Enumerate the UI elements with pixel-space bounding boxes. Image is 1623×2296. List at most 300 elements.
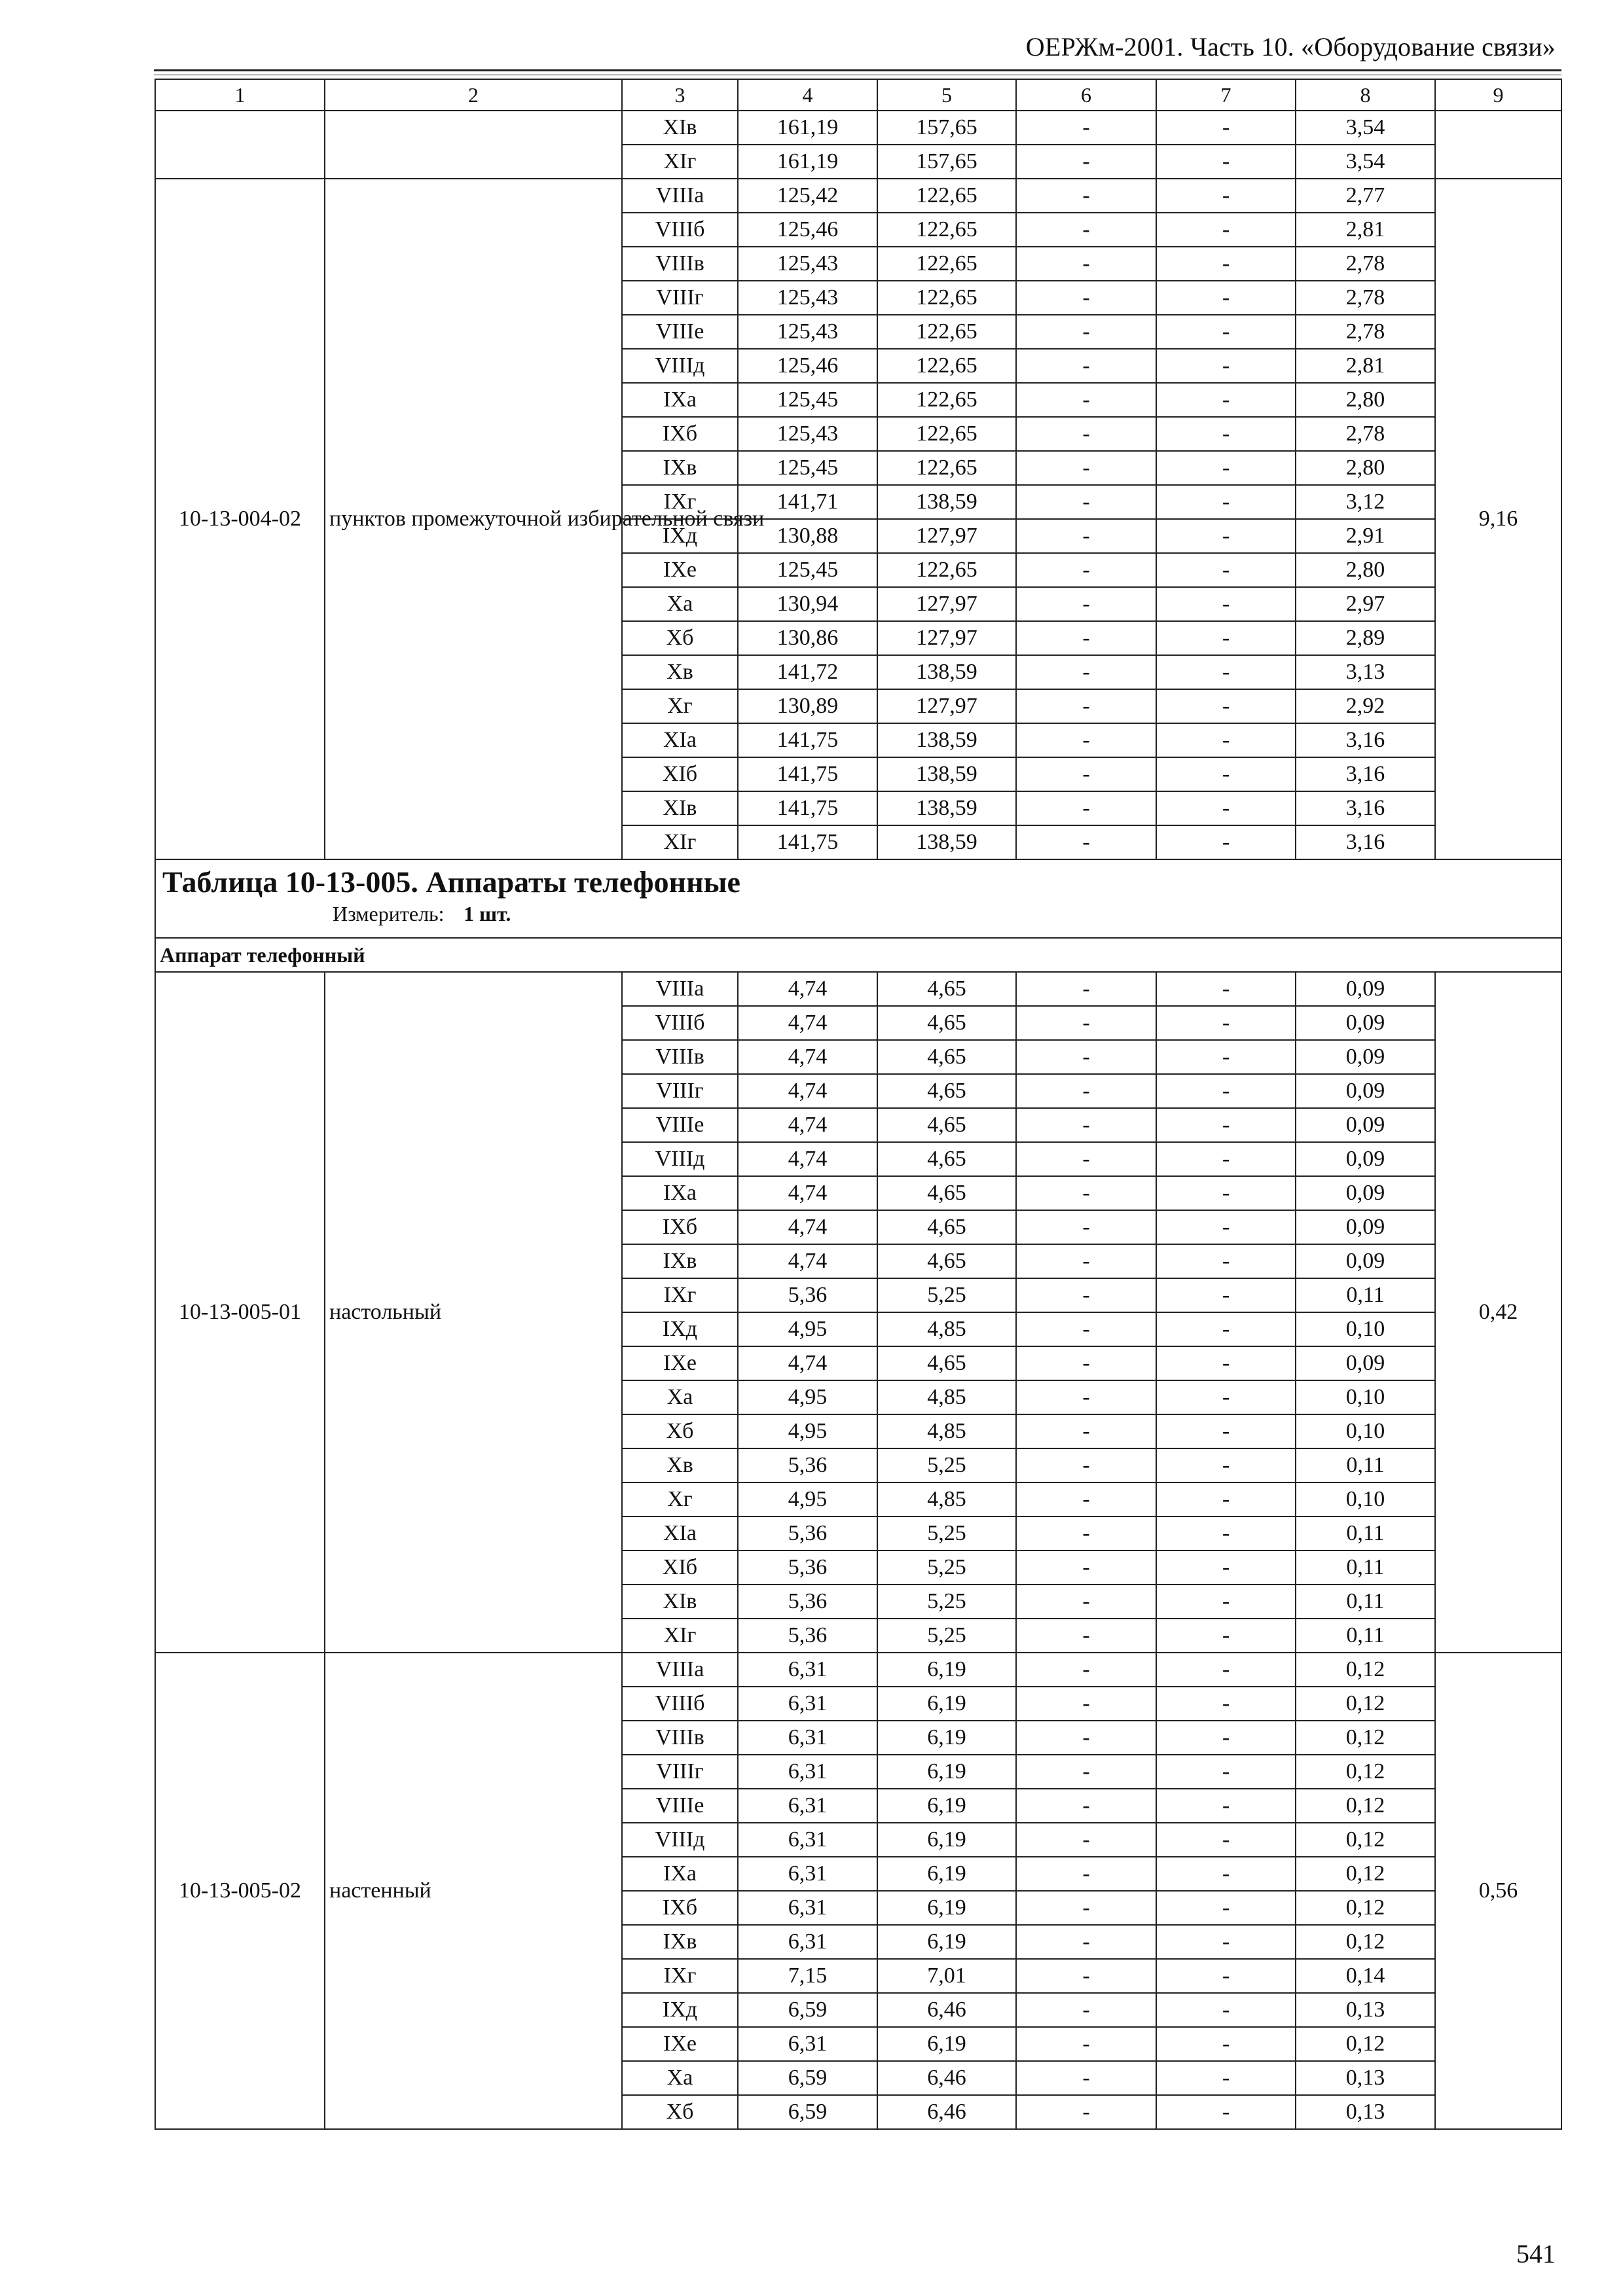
value-cell: 3,12 bbox=[1296, 485, 1435, 519]
value-cell: 3,16 bbox=[1296, 791, 1435, 825]
value-cell: 4,65 bbox=[877, 1176, 1016, 1210]
value-cell: 4,74 bbox=[738, 1074, 877, 1108]
value-cell: 2,80 bbox=[1296, 451, 1435, 485]
value-cell: - bbox=[1156, 1074, 1296, 1108]
value-cell: 125,45 bbox=[738, 383, 877, 417]
value-cell: - bbox=[1016, 1993, 1156, 2027]
value-cell: - bbox=[1016, 1006, 1156, 1040]
value-cell: IXг bbox=[622, 1959, 738, 1993]
value-cell: - bbox=[1156, 247, 1296, 281]
value-cell: - bbox=[1156, 825, 1296, 859]
value-cell: 141,71 bbox=[738, 485, 877, 519]
rates-table bbox=[155, 79, 1562, 2130]
value-cell: - bbox=[1016, 791, 1156, 825]
value-cell: 0,13 bbox=[1296, 2095, 1435, 2129]
value-cell: 0,12 bbox=[1296, 1687, 1435, 1721]
value-cell: - bbox=[1156, 1653, 1296, 1687]
value-cell: 4,65 bbox=[877, 1346, 1016, 1380]
value-cell: 6,46 bbox=[877, 1993, 1016, 2027]
value-cell: - bbox=[1156, 2061, 1296, 2095]
value-cell: 130,88 bbox=[738, 519, 877, 553]
value-cell: 4,95 bbox=[738, 1312, 877, 1346]
value-cell: - bbox=[1156, 1857, 1296, 1891]
value-cell: VIIIг bbox=[622, 1755, 738, 1789]
value-cell: 2,81 bbox=[1296, 349, 1435, 383]
value-cell: 122,65 bbox=[877, 213, 1016, 247]
value-cell: 6,19 bbox=[877, 1755, 1016, 1789]
value-cell: - bbox=[1016, 1040, 1156, 1074]
value-cell: IXб bbox=[622, 417, 738, 451]
value-cell: - bbox=[1156, 587, 1296, 621]
value-cell: 138,59 bbox=[877, 757, 1016, 791]
value-cell: IXе bbox=[622, 2027, 738, 2061]
page-header-title: ОЕРЖм-2001. Часть 10. «Оборудование связи» bbox=[1025, 32, 1556, 62]
value-cell: 127,97 bbox=[877, 519, 1016, 553]
value-cell: 122,65 bbox=[877, 553, 1016, 587]
value-cell: 0,11 bbox=[1296, 1278, 1435, 1312]
value-cell: 4,95 bbox=[738, 1380, 877, 1414]
value-cell: 3,16 bbox=[1296, 825, 1435, 859]
value-cell: 2,80 bbox=[1296, 553, 1435, 587]
value-cell: - bbox=[1016, 1857, 1156, 1891]
value-cell: - bbox=[1016, 1687, 1156, 1721]
value-cell: - bbox=[1016, 247, 1156, 281]
value-cell: 5,25 bbox=[877, 1448, 1016, 1482]
value-cell: - bbox=[1156, 349, 1296, 383]
value-cell: 2,89 bbox=[1296, 621, 1435, 655]
value-cell: 122,65 bbox=[877, 383, 1016, 417]
value-cell: - bbox=[1156, 2027, 1296, 2061]
value-cell: 0,12 bbox=[1296, 1653, 1435, 1687]
value-cell: - bbox=[1016, 1074, 1156, 1108]
value-cell: Xа bbox=[622, 1380, 738, 1414]
value-cell: - bbox=[1156, 281, 1296, 315]
value-cell: - bbox=[1016, 1959, 1156, 1993]
column-number: 9 bbox=[1435, 79, 1561, 111]
value-cell: 6,19 bbox=[877, 1653, 1016, 1687]
value-cell: - bbox=[1156, 1006, 1296, 1040]
value-cell: 125,43 bbox=[738, 247, 877, 281]
column-number-row bbox=[155, 79, 1561, 111]
value-cell: 0,12 bbox=[1296, 1789, 1435, 1823]
value-cell: 4,65 bbox=[877, 1006, 1016, 1040]
value-cell: - bbox=[1016, 281, 1156, 315]
value-cell: IXа bbox=[622, 383, 738, 417]
value-cell: IXв bbox=[622, 1244, 738, 1278]
value-cell: - bbox=[1016, 179, 1156, 213]
value-cell: 0,09 bbox=[1296, 1040, 1435, 1074]
value-cell: 0,14 bbox=[1296, 1959, 1435, 1993]
value-cell: VIIIа bbox=[622, 179, 738, 213]
value-cell: Xб bbox=[622, 621, 738, 655]
value-cell: - bbox=[1016, 1482, 1156, 1516]
table-title-row bbox=[155, 859, 1561, 938]
value-cell: - bbox=[1156, 1448, 1296, 1482]
value-cell: 7,15 bbox=[738, 1959, 877, 1993]
value-cell: - bbox=[1156, 111, 1296, 145]
table-title: Таблица 10-13-005. Аппараты телефонные bbox=[162, 865, 740, 899]
value-cell: 4,74 bbox=[738, 1108, 877, 1142]
value-cell: 0,10 bbox=[1296, 1380, 1435, 1414]
table-row bbox=[155, 972, 1561, 1006]
value-cell: 130,94 bbox=[738, 587, 877, 621]
value-cell: 0,09 bbox=[1296, 1108, 1435, 1142]
value-cell: - bbox=[1016, 2095, 1156, 2129]
value-cell: 2,91 bbox=[1296, 519, 1435, 553]
value-cell: 3,16 bbox=[1296, 757, 1435, 791]
value-cell: 5,36 bbox=[738, 1448, 877, 1482]
value-cell: IXг bbox=[622, 485, 738, 519]
value-cell: 0,13 bbox=[1296, 2061, 1435, 2095]
value-cell: - bbox=[1016, 655, 1156, 689]
value-cell: - bbox=[1016, 1721, 1156, 1755]
value-cell: Xб bbox=[622, 1414, 738, 1448]
value-cell: 141,75 bbox=[738, 825, 877, 859]
rate-code: 10-13-004-02 bbox=[155, 179, 325, 859]
value-cell: 5,36 bbox=[738, 1585, 877, 1619]
value-cell: - bbox=[1156, 1755, 1296, 1789]
value-cell: 127,97 bbox=[877, 587, 1016, 621]
value-cell: - bbox=[1016, 485, 1156, 519]
rate-code: 10-13-005-02 bbox=[155, 1653, 325, 2129]
value-cell: - bbox=[1016, 1551, 1156, 1585]
value-cell: 5,36 bbox=[738, 1551, 877, 1585]
value-cell: 138,59 bbox=[877, 825, 1016, 859]
value-cell: - bbox=[1016, 1142, 1156, 1176]
value-cell: 125,46 bbox=[738, 213, 877, 247]
value-cell: VIIIа bbox=[622, 1653, 738, 1687]
rate-name: настольный bbox=[325, 972, 622, 1653]
value-cell: 125,42 bbox=[738, 179, 877, 213]
value-cell: - bbox=[1156, 1312, 1296, 1346]
value-cell: XIа bbox=[622, 1516, 738, 1551]
value-cell: 125,46 bbox=[738, 349, 877, 383]
value-cell: - bbox=[1156, 145, 1296, 179]
value-cell: - bbox=[1016, 111, 1156, 145]
group-heading: Аппарат телефонный bbox=[155, 938, 1561, 972]
value-cell: 0,11 bbox=[1296, 1551, 1435, 1585]
value-cell: - bbox=[1156, 1346, 1296, 1380]
value-cell: 6,19 bbox=[877, 1823, 1016, 1857]
value-cell: - bbox=[1156, 451, 1296, 485]
table-row bbox=[155, 111, 1561, 145]
value-cell: - bbox=[1156, 1585, 1296, 1619]
value-cell: - bbox=[1156, 1925, 1296, 1959]
value-cell: 0,12 bbox=[1296, 1891, 1435, 1925]
value-cell: 4,74 bbox=[738, 1176, 877, 1210]
value-cell: Xг bbox=[622, 689, 738, 723]
value-cell: XIа bbox=[622, 723, 738, 757]
value-cell: - bbox=[1156, 417, 1296, 451]
value-cell: - bbox=[1156, 1993, 1296, 2027]
value-cell: - bbox=[1016, 1312, 1156, 1346]
value-cell: - bbox=[1156, 689, 1296, 723]
column-number: 6 bbox=[1016, 79, 1156, 111]
value-cell: - bbox=[1016, 1278, 1156, 1312]
value-cell: - bbox=[1016, 1823, 1156, 1857]
rate-name: настенный bbox=[325, 1653, 622, 2129]
value-cell: 127,97 bbox=[877, 621, 1016, 655]
value-cell: - bbox=[1016, 145, 1156, 179]
value-cell: - bbox=[1156, 1482, 1296, 1516]
value-cell: 6,19 bbox=[877, 1891, 1016, 1925]
value-cell: 0,09 bbox=[1296, 1006, 1435, 1040]
value-cell: - bbox=[1156, 1142, 1296, 1176]
value-cell: 2,81 bbox=[1296, 213, 1435, 247]
value-cell: XIг bbox=[622, 1619, 738, 1653]
value-cell: IXд bbox=[622, 1312, 738, 1346]
value-cell: - bbox=[1016, 213, 1156, 247]
value-cell: IXб bbox=[622, 1210, 738, 1244]
value-cell: 125,43 bbox=[738, 417, 877, 451]
value-cell: - bbox=[1016, 1619, 1156, 1653]
value-cell: - bbox=[1016, 349, 1156, 383]
value-cell: 122,65 bbox=[877, 281, 1016, 315]
value-cell: - bbox=[1016, 1585, 1156, 1619]
value-cell: 141,75 bbox=[738, 757, 877, 791]
value-cell: 2,78 bbox=[1296, 281, 1435, 315]
value-cell: 4,74 bbox=[738, 1210, 877, 1244]
rate-name bbox=[325, 111, 622, 179]
value-cell: IXв bbox=[622, 451, 738, 485]
value-cell: - bbox=[1016, 1346, 1156, 1380]
value-cell: 0,09 bbox=[1296, 1142, 1435, 1176]
page-number: 541 bbox=[1516, 2239, 1556, 2269]
value-cell: - bbox=[1016, 1244, 1156, 1278]
value-cell: 0,09 bbox=[1296, 1176, 1435, 1210]
value-cell: 0,12 bbox=[1296, 1857, 1435, 1891]
measure-line bbox=[156, 901, 1561, 927]
value-cell: VIIIд bbox=[622, 1823, 738, 1857]
value-cell: - bbox=[1016, 315, 1156, 349]
value-cell: Xа bbox=[622, 2061, 738, 2095]
value-cell: - bbox=[1016, 689, 1156, 723]
value-cell: 157,65 bbox=[877, 111, 1016, 145]
value-cell: 5,25 bbox=[877, 1516, 1016, 1551]
value-cell: - bbox=[1156, 315, 1296, 349]
value-cell: - bbox=[1016, 1108, 1156, 1142]
value-cell: 125,45 bbox=[738, 553, 877, 587]
value-cell: - bbox=[1016, 1176, 1156, 1210]
value-cell: 6,31 bbox=[738, 1721, 877, 1755]
value-cell: 2,77 bbox=[1296, 179, 1435, 213]
value-cell: VIIIг bbox=[622, 1074, 738, 1108]
header-rule bbox=[154, 69, 1561, 71]
column-number: 7 bbox=[1156, 79, 1296, 111]
value-cell: 6,19 bbox=[877, 1721, 1016, 1755]
value-cell: - bbox=[1016, 621, 1156, 655]
rate-name: пунктов промежуточной избирательной связи bbox=[325, 179, 622, 859]
value-cell: 0,10 bbox=[1296, 1482, 1435, 1516]
value-cell: Xг bbox=[622, 1482, 738, 1516]
value-cell: 6,19 bbox=[877, 1789, 1016, 1823]
rate-code bbox=[155, 111, 325, 179]
value-cell: 6,31 bbox=[738, 1789, 877, 1823]
value-cell: VIIIг bbox=[622, 281, 738, 315]
value-cell: - bbox=[1156, 1278, 1296, 1312]
column-number: 1 bbox=[155, 79, 325, 111]
value-cell: XIб bbox=[622, 757, 738, 791]
value-cell: 122,65 bbox=[877, 451, 1016, 485]
value-cell: IXб bbox=[622, 1891, 738, 1925]
value-cell: 141,75 bbox=[738, 791, 877, 825]
value-cell: 6,19 bbox=[877, 1857, 1016, 1891]
value-cell: 6,59 bbox=[738, 2095, 877, 2129]
column-number: 2 bbox=[325, 79, 622, 111]
value-cell: VIIIб bbox=[622, 213, 738, 247]
value-cell: VIIIе bbox=[622, 1108, 738, 1142]
value-cell: 141,72 bbox=[738, 655, 877, 689]
value-cell: VIIIе bbox=[622, 1789, 738, 1823]
value-cell: 6,19 bbox=[877, 2027, 1016, 2061]
value-cell: - bbox=[1016, 825, 1156, 859]
value-cell: 4,95 bbox=[738, 1414, 877, 1448]
value-cell: 3,16 bbox=[1296, 723, 1435, 757]
value-cell: 4,85 bbox=[877, 1482, 1016, 1516]
rate-col9: 9,16 bbox=[1435, 179, 1561, 859]
value-cell: 3,13 bbox=[1296, 655, 1435, 689]
value-cell: 7,01 bbox=[877, 1959, 1016, 1993]
value-cell: 2,78 bbox=[1296, 315, 1435, 349]
value-cell: 122,65 bbox=[877, 349, 1016, 383]
value-cell: 4,65 bbox=[877, 1244, 1016, 1278]
value-cell: 5,25 bbox=[877, 1585, 1016, 1619]
value-cell: - bbox=[1156, 179, 1296, 213]
value-cell: 6,19 bbox=[877, 1925, 1016, 1959]
value-cell: - bbox=[1016, 383, 1156, 417]
value-cell: 161,19 bbox=[738, 111, 877, 145]
value-cell: - bbox=[1156, 1414, 1296, 1448]
value-cell: XIб bbox=[622, 1551, 738, 1585]
value-cell: - bbox=[1156, 2095, 1296, 2129]
value-cell: - bbox=[1156, 655, 1296, 689]
value-cell: 2,80 bbox=[1296, 383, 1435, 417]
value-cell: 6,46 bbox=[877, 2061, 1016, 2095]
value-cell: 0,11 bbox=[1296, 1448, 1435, 1482]
value-cell: 4,65 bbox=[877, 1108, 1016, 1142]
value-cell: XIв bbox=[622, 111, 738, 145]
value-cell: 0,12 bbox=[1296, 1755, 1435, 1789]
value-cell: 5,36 bbox=[738, 1516, 877, 1551]
value-cell: - bbox=[1156, 1551, 1296, 1585]
value-cell: XIв bbox=[622, 1585, 738, 1619]
column-number: 3 bbox=[622, 79, 738, 111]
value-cell: - bbox=[1016, 2027, 1156, 2061]
value-cell: 3,54 bbox=[1296, 111, 1435, 145]
rate-col9: 0,56 bbox=[1435, 1653, 1561, 2129]
value-cell: 0,12 bbox=[1296, 1823, 1435, 1857]
value-cell: 0,09 bbox=[1296, 1210, 1435, 1244]
value-cell: 5,25 bbox=[877, 1278, 1016, 1312]
value-cell: - bbox=[1016, 417, 1156, 451]
value-cell: 2,92 bbox=[1296, 689, 1435, 723]
value-cell: VIIIа bbox=[622, 972, 738, 1006]
value-cell: VIIIв bbox=[622, 1040, 738, 1074]
value-cell: 125,45 bbox=[738, 451, 877, 485]
value-cell: 6,31 bbox=[738, 1755, 877, 1789]
value-cell: - bbox=[1016, 723, 1156, 757]
value-cell: 138,59 bbox=[877, 485, 1016, 519]
value-cell: 127,97 bbox=[877, 689, 1016, 723]
value-cell: - bbox=[1156, 485, 1296, 519]
value-cell: 0,11 bbox=[1296, 1585, 1435, 1619]
column-number: 8 bbox=[1296, 79, 1435, 111]
column-number: 5 bbox=[877, 79, 1016, 111]
rate-code: 10-13-005-01 bbox=[155, 972, 325, 1653]
value-cell: - bbox=[1016, 1414, 1156, 1448]
table-row bbox=[155, 1653, 1561, 1687]
value-cell: - bbox=[1156, 519, 1296, 553]
value-cell: IXг bbox=[622, 1278, 738, 1312]
value-cell: 0,09 bbox=[1296, 1074, 1435, 1108]
value-cell: - bbox=[1156, 1823, 1296, 1857]
value-cell: VIIIе bbox=[622, 315, 738, 349]
value-cell: VIIIб bbox=[622, 1687, 738, 1721]
value-cell: 138,59 bbox=[877, 723, 1016, 757]
value-cell: - bbox=[1016, 1755, 1156, 1789]
value-cell: 6,31 bbox=[738, 1823, 877, 1857]
value-cell: - bbox=[1156, 213, 1296, 247]
value-cell: 6,31 bbox=[738, 1891, 877, 1925]
value-cell: 4,74 bbox=[738, 1040, 877, 1074]
value-cell: - bbox=[1016, 519, 1156, 553]
value-cell: 4,74 bbox=[738, 1346, 877, 1380]
value-cell: - bbox=[1156, 553, 1296, 587]
value-cell: 6,31 bbox=[738, 2027, 877, 2061]
value-cell: IXе bbox=[622, 1346, 738, 1380]
value-cell: 125,43 bbox=[738, 315, 877, 349]
value-cell: - bbox=[1016, 1653, 1156, 1687]
value-cell: 6,19 bbox=[877, 1687, 1016, 1721]
value-cell: XIг bbox=[622, 145, 738, 179]
value-cell: IXа bbox=[622, 1176, 738, 1210]
value-cell: 0,12 bbox=[1296, 1721, 1435, 1755]
value-cell: 6,46 bbox=[877, 2095, 1016, 2129]
value-cell: - bbox=[1016, 757, 1156, 791]
value-cell: 122,65 bbox=[877, 315, 1016, 349]
value-cell: 4,95 bbox=[738, 1482, 877, 1516]
value-cell: - bbox=[1156, 1108, 1296, 1142]
value-cell: Xв bbox=[622, 1448, 738, 1482]
value-cell: 0,09 bbox=[1296, 972, 1435, 1006]
value-cell: - bbox=[1016, 1891, 1156, 1925]
value-cell: 5,36 bbox=[738, 1278, 877, 1312]
value-cell: VIIIв bbox=[622, 247, 738, 281]
value-cell: IXв bbox=[622, 1925, 738, 1959]
measure-label: Измеритель: bbox=[333, 902, 445, 925]
value-cell: VIIIд bbox=[622, 1142, 738, 1176]
rate-col9 bbox=[1435, 111, 1561, 179]
value-cell: 122,65 bbox=[877, 417, 1016, 451]
value-cell: Xв bbox=[622, 655, 738, 689]
rate-col9: 0,42 bbox=[1435, 972, 1561, 1653]
value-cell: 4,65 bbox=[877, 1142, 1016, 1176]
value-cell: 2,78 bbox=[1296, 417, 1435, 451]
value-cell: - bbox=[1156, 1959, 1296, 1993]
value-cell: 2,97 bbox=[1296, 587, 1435, 621]
value-cell: - bbox=[1016, 972, 1156, 1006]
value-cell: - bbox=[1156, 1687, 1296, 1721]
value-cell: - bbox=[1016, 1925, 1156, 1959]
value-cell: 2,78 bbox=[1296, 247, 1435, 281]
value-cell: - bbox=[1156, 1040, 1296, 1074]
value-cell: 141,75 bbox=[738, 723, 877, 757]
value-cell: 4,65 bbox=[877, 1040, 1016, 1074]
value-cell: IXа bbox=[622, 1857, 738, 1891]
value-cell: 161,19 bbox=[738, 145, 877, 179]
value-cell: - bbox=[1156, 791, 1296, 825]
value-cell: - bbox=[1016, 1516, 1156, 1551]
